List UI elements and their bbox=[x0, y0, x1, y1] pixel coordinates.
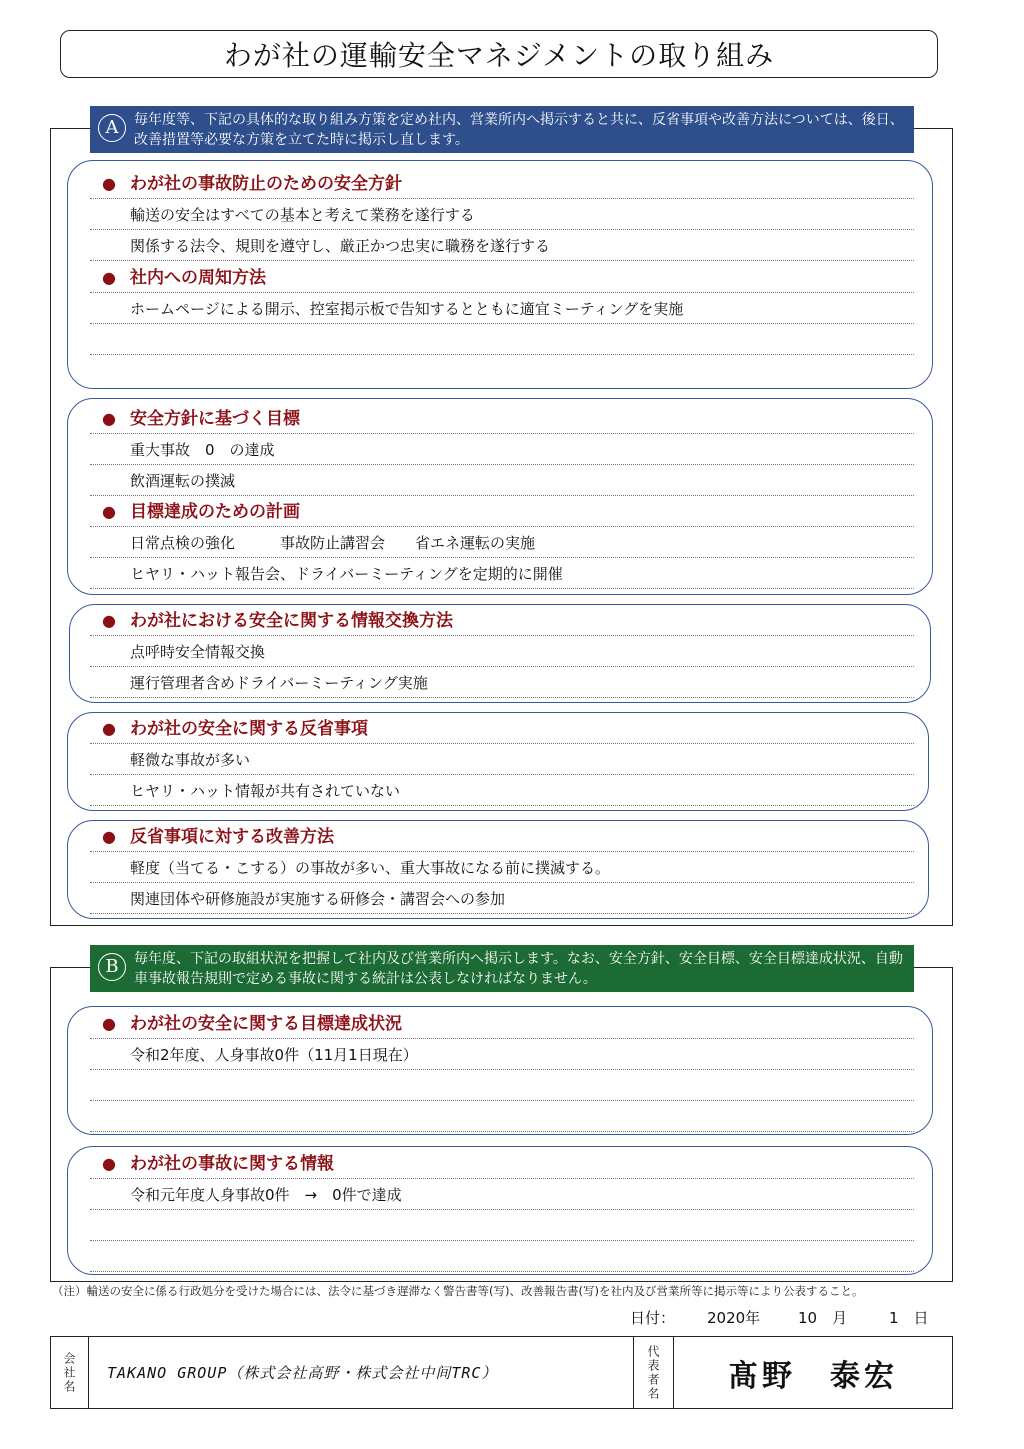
row-text: 軽度（当てる・こする）の事故が多い、重大事故になる前に撲滅する。 bbox=[90, 852, 914, 883]
row-blank bbox=[90, 1101, 914, 1132]
heading-internal-notice: ● 社内への周知方法 bbox=[90, 262, 914, 293]
section-a-banner-text: 毎年度等、下記の具体的な取り組み方策を定め社内、営業所内へ掲示すると共に、反省事項や改善方法については、後日、改善措置等必要な方策を立てた時に掲示し直します。 bbox=[134, 112, 904, 148]
representative-label: 代表者名 bbox=[634, 1337, 674, 1408]
section-b-banner-text: 毎年度、下記の取組状況を把握して社内及び営業所内へ掲示します。なお、安全方針、安全目標、安全目標達成状況、自動車事故報告規則で定める事故に関する統計は公表しなければなりません。 bbox=[134, 951, 903, 987]
row-text: 令和2年度、人身事故0件（11月1日現在） bbox=[90, 1039, 914, 1070]
page-title: わが社の運輸安全マネジメントの取り組み bbox=[60, 30, 938, 78]
company-name: TAKANO GROUP（株式会社高野・株式会社中间TRC） bbox=[89, 1337, 634, 1408]
heading-goal-plan: ● 目標達成のための計画 bbox=[90, 496, 914, 527]
heading-goal-status: ● わが社の安全に関する目標達成状況 bbox=[90, 1008, 914, 1039]
row-text: 日常点検の強化 事故防止講習会 省エネ運転の実施 bbox=[90, 527, 914, 558]
row-text: 関係する法令、規則を遵守し、厳正かつ忠実に職務を遂行する bbox=[90, 230, 914, 261]
section-b-banner bbox=[90, 945, 914, 992]
row-blank bbox=[90, 1210, 914, 1241]
row-blank bbox=[90, 355, 914, 386]
date-month: 10 月 bbox=[798, 1309, 848, 1327]
representative-name: 髙野 泰宏 bbox=[728, 1358, 898, 1394]
heading-safety-goals: ● 安全方針に基づく目標 bbox=[90, 403, 914, 434]
section-a-letter: A bbox=[98, 114, 126, 142]
heading-safety-policy: ● わが社の事故防止のための安全方針 bbox=[90, 168, 914, 199]
section-a-banner bbox=[90, 106, 914, 153]
row-text: 令和元年度人身事故0件 → 0件で達成 bbox=[90, 1179, 914, 1210]
row-text: 運行管理者含めドライバーミーティング実施 bbox=[90, 667, 914, 698]
row-text: 点呼時安全情報交換 bbox=[90, 636, 914, 667]
heading-accident-info: ● わが社の事故に関する情報 bbox=[90, 1148, 914, 1179]
legal-note: （注）輸送の安全に係る行政処分を受けた場合には、法令に基づき遅滞なく警告書等(写)、改善報告書(写)を社内及び営業所等に掲示等により公表すること。 bbox=[52, 1284, 864, 1298]
heading-improvement: ● 反省事項に対する改善方法 bbox=[90, 821, 914, 852]
row-blank bbox=[90, 1070, 914, 1101]
section-b-letter: B bbox=[98, 953, 126, 981]
row-text: 重大事故 0 の達成 bbox=[90, 434, 914, 465]
row-blank bbox=[90, 324, 914, 355]
row-text: 飲酒運転の撲滅 bbox=[90, 465, 914, 496]
signature-table bbox=[50, 1336, 953, 1409]
date-label: 日付： bbox=[630, 1309, 676, 1327]
date-year: 2020年 bbox=[707, 1309, 761, 1327]
row-blank bbox=[90, 1241, 914, 1272]
row-text: ヒヤリ・ハット報告会、ドライバーミーティングを定期的に開催 bbox=[90, 558, 914, 589]
row-text: ホームページによる開示、控室掲示板で告知するとともに適宜ミーティングを実施 bbox=[90, 293, 914, 324]
row-text: 軽微な事故が多い bbox=[90, 744, 914, 775]
company-label: 会社名 bbox=[51, 1337, 89, 1408]
date-day: 1 日 bbox=[889, 1309, 929, 1327]
row-text: ヒヤリ・ハット情報が共有されていない bbox=[90, 775, 914, 806]
heading-reflection: ● わが社の安全に関する反省事項 bbox=[90, 713, 914, 744]
row-text: 輸送の安全はすべての基本と考えて業務を遂行する bbox=[90, 199, 914, 230]
heading-info-exchange: ● わが社における安全に関する情報交換方法 bbox=[90, 605, 914, 636]
row-text: 関連団体や研修施設が実施する研修会・講習会への参加 bbox=[90, 883, 914, 914]
